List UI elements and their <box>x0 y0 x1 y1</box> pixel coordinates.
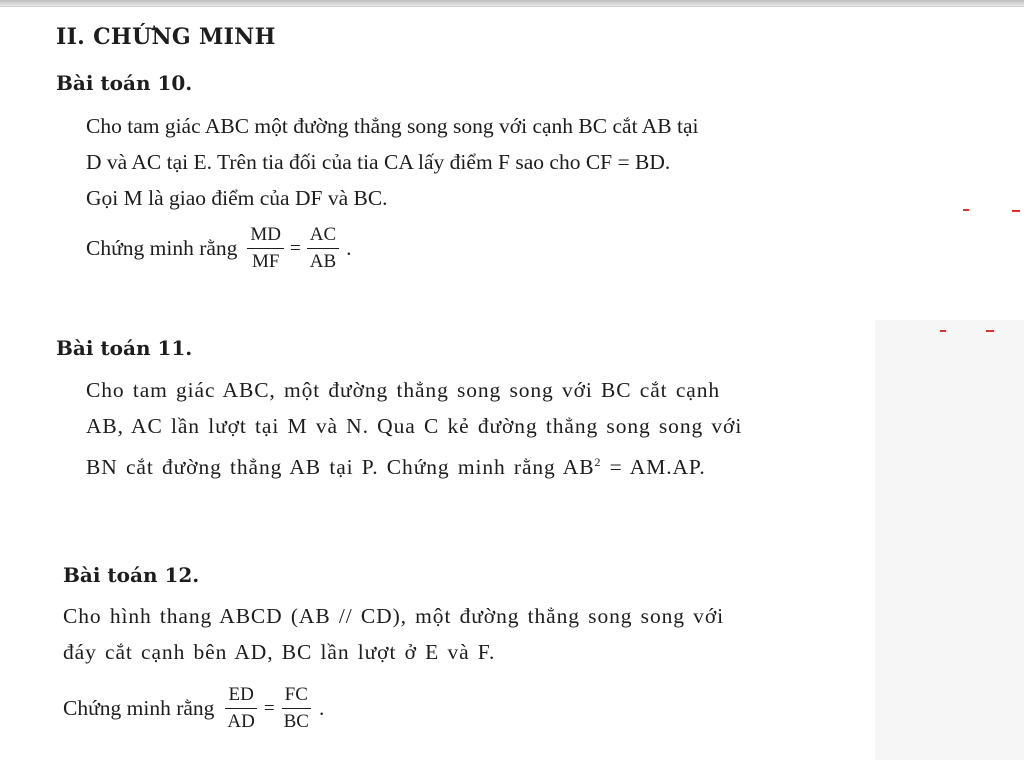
annotation-mark <box>963 209 969 211</box>
problem-10-line-2: D và AC tại E. Trên tia đối của tia CA lấy điểm F sao cho CF = BD. <box>86 150 671 174</box>
equals-sign: = <box>290 237 301 259</box>
problem-12-text <box>63 598 724 670</box>
fraction-md-mf <box>247 224 284 273</box>
fraction-fc-bc <box>281 684 312 733</box>
problem-11-line-3-tail: = AM.AP. <box>601 455 706 480</box>
ruler-bar <box>0 0 1024 7</box>
period: . <box>318 696 325 720</box>
proof-prefix: Chứng minh rằng <box>63 696 215 720</box>
exponent: 2 <box>594 455 602 469</box>
annotation-mark <box>940 330 946 332</box>
problem-10-line-1: Cho tam giác ABC một đường thẳng song song với cạnh BC cắt AB tại <box>86 114 699 138</box>
fraction-ac-ab <box>307 224 339 273</box>
fraction-numerator: MD <box>247 224 284 249</box>
fraction-denominator: BC <box>283 711 309 732</box>
problem-10-proof <box>86 224 352 273</box>
section-heading: II. CHỨNG MINH <box>56 24 276 50</box>
fraction-denominator: AD <box>227 711 255 732</box>
problem-11-text <box>86 372 742 485</box>
fraction-denominator: MF <box>251 251 280 272</box>
annotation-mark <box>986 330 994 332</box>
problem-10-title: Bài toán 10. <box>56 71 193 95</box>
problem-10-line-3: Gọi M là giao điểm của DF và BC. <box>86 186 388 210</box>
problem-12-line-2: đáy cắt cạnh bên AD, BC lần lượt ở E và F. <box>63 640 496 664</box>
annotation-mark <box>1012 210 1020 212</box>
problem-12-proof <box>63 684 324 733</box>
problem-11-line-3-text: BN cắt đường thẳng AB tại P. Chứng minh rằng AB <box>86 455 595 480</box>
page-margin-shade <box>875 320 1024 760</box>
fraction-ed-ad <box>224 684 257 733</box>
fraction-denominator: AB <box>309 251 337 272</box>
proof-prefix: Chứng minh rằng <box>86 236 238 260</box>
fraction-numerator: AC <box>307 224 339 249</box>
fraction-numerator: ED <box>225 684 256 709</box>
equals-sign: = <box>263 697 275 719</box>
problem-11-title: Bài toán 11. <box>56 336 193 360</box>
problem-11-line-2: AB, AC lần lượt tại M và N. Qua C kẻ đường thẳng song song với <box>86 414 743 438</box>
period: . <box>346 236 352 260</box>
problem-11-line-1: Cho tam giác ABC, một đường thẳng song song với BC cắt cạnh <box>86 378 721 402</box>
problem-12-title: Bài toán 12. <box>63 563 200 587</box>
problem-10-text <box>86 108 698 216</box>
problem-12-line-1: Cho hình thang ABCD (AB // CD), một đường thẳng song song với <box>63 604 724 628</box>
fraction-numerator: FC <box>282 684 311 709</box>
problem-11-line-3 <box>86 444 742 485</box>
